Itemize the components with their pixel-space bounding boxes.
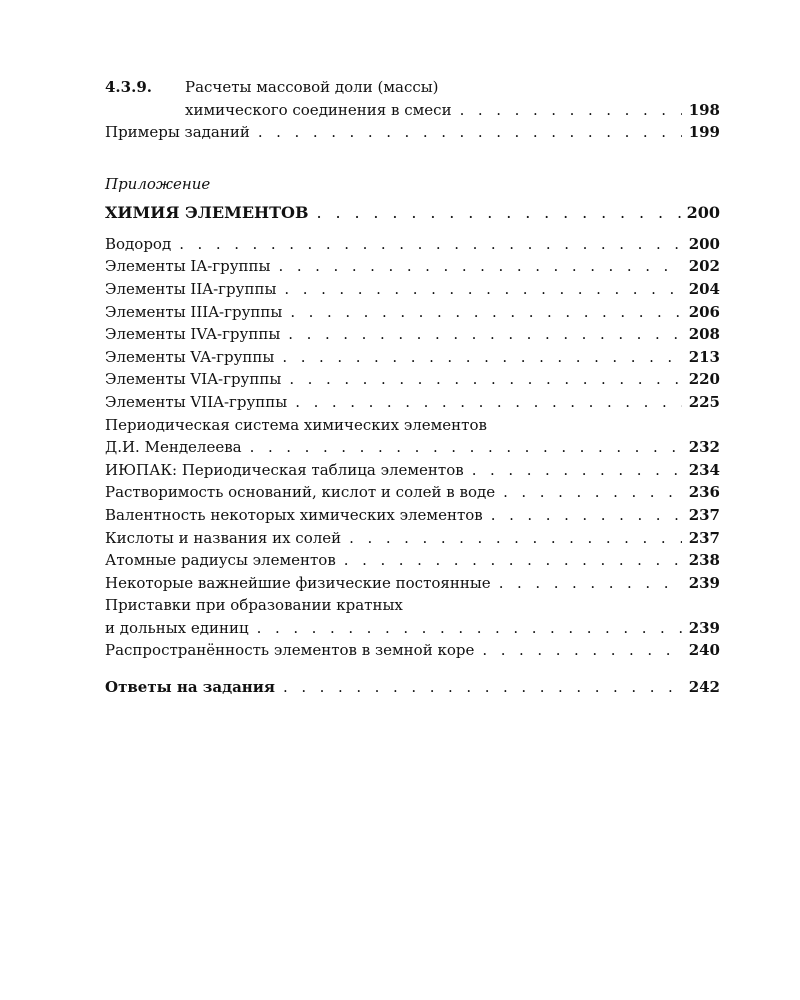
toc-entry[interactable] [105, 481, 720, 504]
page-number: 225 [688, 392, 720, 411]
page-number: 242 [688, 678, 720, 697]
entry-label: Распространённость элементов в земной коре [105, 641, 475, 660]
toc-examples[interactable] [105, 121, 720, 144]
toc-entry[interactable] [105, 527, 720, 550]
entry-label: Некоторые важнейшие физические постоянные [105, 573, 491, 592]
toc-entry[interactable] [105, 549, 720, 572]
page-number: 199 [688, 123, 720, 142]
entry-label-line1: Периодическая система химических элементов [105, 415, 487, 434]
dot-leader [258, 121, 682, 144]
toc-section-439-line2[interactable] [105, 99, 720, 122]
toc-entry[interactable] [105, 459, 720, 482]
dot-leader [472, 459, 682, 482]
page-number: 206 [688, 302, 720, 321]
entry-label: Растворимость оснований, кислот и солей в воде [105, 483, 496, 502]
entry-label: Ответы на задания [105, 678, 275, 697]
dot-leader [179, 233, 682, 256]
page-number: 236 [688, 483, 720, 502]
entry-label: Элементы VA-группы [105, 347, 275, 366]
dot-leader [344, 549, 682, 572]
section-title-line1: Расчеты массовой доли (массы) [185, 78, 439, 96]
dot-leader [283, 676, 682, 699]
page-number: 202 [688, 257, 720, 276]
dot-leader [503, 481, 682, 504]
toc-prefixes-line1 [105, 594, 720, 617]
entry-label-line1: Приставки при образовании кратных [105, 596, 403, 615]
dot-leader [278, 255, 682, 278]
entry-label: Атомные радиусы элементов [105, 551, 336, 570]
toc-periodic-line2[interactable] [105, 436, 720, 459]
dot-leader [290, 301, 682, 324]
toc-prefixes-line2[interactable] [105, 617, 720, 640]
entry-label: Элементы VIA-группы [105, 370, 282, 389]
dot-leader [288, 323, 682, 346]
entry-label: Кислоты и названия их солей [105, 528, 342, 547]
page-number: 237 [688, 505, 720, 524]
toc-entry[interactable] [105, 255, 720, 278]
toc-entry[interactable] [105, 368, 720, 391]
dot-leader [482, 639, 682, 662]
page-number: 200 [686, 202, 720, 222]
entry-label: Элементы IIIA-группы [105, 302, 283, 321]
toc-periodic-line1 [105, 414, 720, 437]
entry-label: Элементы IIA-группы [105, 279, 277, 298]
page-number: 234 [688, 460, 720, 479]
section-number: 4.3.9. [105, 78, 152, 96]
entry-label: Водород [105, 234, 172, 253]
toc-entry[interactable] [105, 391, 720, 414]
page-number: 208 [688, 325, 720, 344]
toc-entry[interactable] [105, 504, 720, 527]
dot-leader [491, 504, 682, 527]
entry-label: ИЮПАК: Периодическая таблица элементов [105, 460, 464, 479]
toc-entry[interactable] [105, 233, 720, 256]
appendix-heading: Приложение [105, 174, 211, 193]
page-number: 239 [688, 618, 720, 637]
dot-leader [460, 99, 682, 122]
page-number: 237 [688, 528, 720, 547]
dot-leader [289, 368, 682, 391]
page-number: 232 [688, 438, 720, 457]
entry-label-line2: Д.И. Менделеева [105, 438, 242, 457]
dot-leader [349, 527, 682, 550]
entry-label: Элементы IA-группы [105, 257, 271, 276]
page-number: 198 [688, 100, 720, 119]
toc-entry[interactable] [105, 346, 720, 369]
dot-leader [499, 572, 682, 595]
dot-leader [295, 391, 682, 414]
entry-label: Валентность некоторых химических элементов [105, 505, 483, 524]
page-number: 240 [688, 641, 720, 660]
toc-entry[interactable] [105, 572, 720, 595]
toc-entry[interactable] [105, 278, 720, 301]
toc-entry[interactable] [105, 301, 720, 324]
page-number: 238 [688, 551, 720, 570]
entry-label-line2: и дольных единиц [105, 618, 249, 637]
toc-entry[interactable] [105, 323, 720, 346]
page-number: 213 [688, 347, 720, 366]
toc-section-439-line1 [105, 76, 720, 99]
entry-label: Элементы IVA-группы [105, 325, 281, 344]
entry-label: Элементы VIIA-группы [105, 392, 288, 411]
dot-leader [284, 278, 682, 301]
chapter-title: ХИМИЯ ЭЛЕМЕНТОВ [105, 202, 309, 222]
toc-answers[interactable] [105, 676, 720, 699]
table-of-contents [105, 76, 720, 699]
section-title-line2: химического соединения в смеси [185, 100, 452, 119]
dot-leader [257, 617, 682, 640]
entry-label: Примеры заданий [105, 123, 250, 142]
page-number: 204 [688, 279, 720, 298]
dot-leader [282, 346, 682, 369]
dot-leader [250, 436, 682, 459]
toc-entry[interactable] [105, 639, 720, 662]
toc-chemistry-of-elements[interactable] [105, 201, 720, 225]
dot-leader [317, 201, 681, 225]
page-number: 239 [688, 573, 720, 592]
page-number: 200 [688, 234, 720, 253]
page-number: 220 [688, 370, 720, 389]
